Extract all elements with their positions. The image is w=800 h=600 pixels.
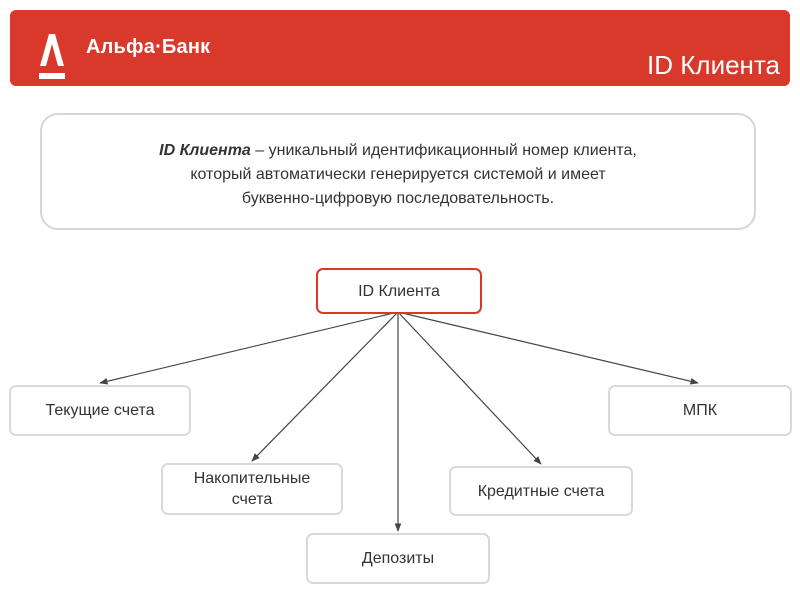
node-deposits (306, 533, 490, 584)
node-credit-accounts (449, 466, 633, 516)
node-mpk-label: МПК (682, 402, 718, 419)
node-mpk (608, 385, 792, 436)
node-current-accounts (9, 385, 191, 436)
page-title: ID Клиента (647, 50, 780, 80)
definition-line-2: который автоматически генерируется системой и имеет (190, 166, 606, 183)
definition-line-1: – уникальный идентификационный номер клиента, (250, 142, 637, 159)
node-savings-accounts (161, 463, 343, 515)
edge-root-to-savings-accounts (252, 312, 398, 461)
definition-term: ID Клиента (159, 142, 251, 159)
definition-line-3: буквенно-цифровую последовательность. (241, 190, 555, 207)
edge-root-to-credit-accounts (398, 312, 541, 464)
logo-text: Альфа·Банк (86, 36, 211, 58)
node-current-accounts-label: Текущие счета (45, 402, 155, 419)
node-deposits-label: Депозиты (361, 550, 435, 567)
node-savings-accounts-label: Накопительные счета (193, 470, 311, 508)
edge-root-to-mpk (398, 312, 698, 383)
node-client-id-label: ID Клиента (358, 282, 440, 300)
node-credit-accounts-label: Кредитные счета (477, 482, 605, 500)
node-client-id (316, 268, 482, 314)
edge-root-to-current-accounts (100, 312, 398, 383)
